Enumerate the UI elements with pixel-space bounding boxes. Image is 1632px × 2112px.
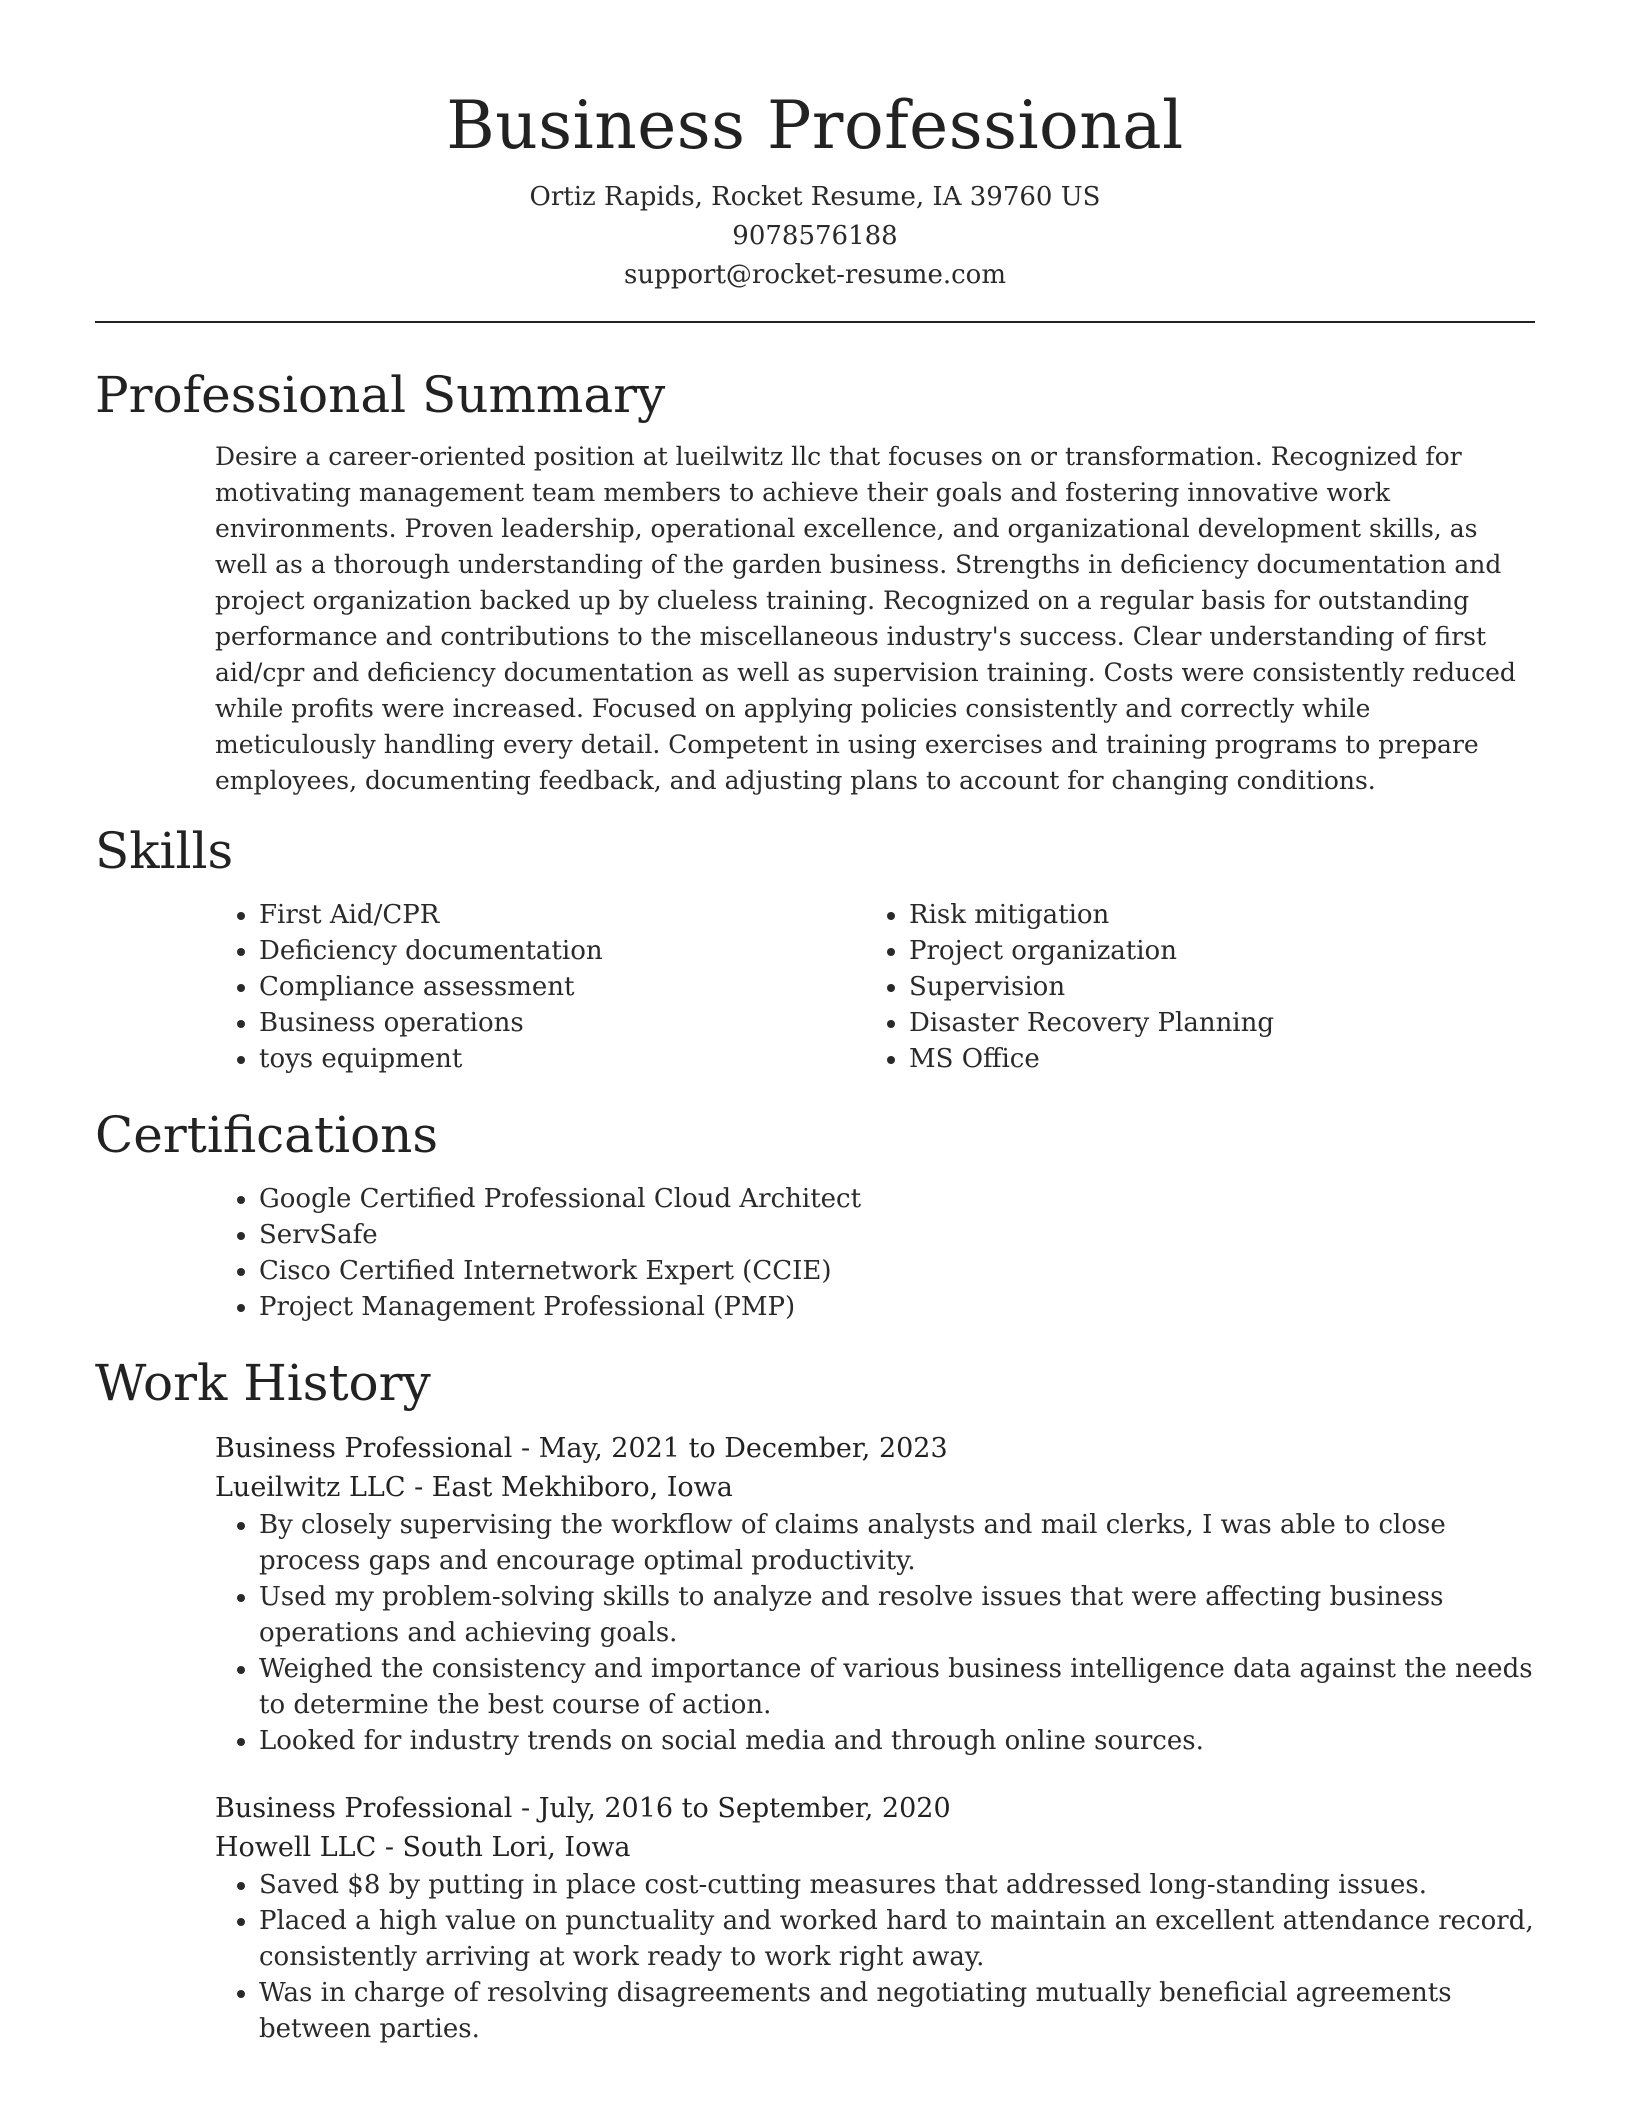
summary-section: [95, 363, 1535, 799]
job-duty-item: • Weighed the consistency and importance of various business intelligence data against the needs to determine the best course of action.: [259, 1651, 1535, 1723]
work-history-title: Work History: [95, 1354, 431, 1412]
job-duties-list: [215, 1867, 1535, 2047]
skill-item: • First Aid/CPR: [259, 897, 865, 933]
skills-column-right: [865, 897, 1515, 1077]
job-company-location: Lueilwitz LLC - East Mekhiboro, Iowa: [215, 1472, 733, 1503]
header-divider: [95, 321, 1535, 323]
summary-text: Desire a career-oriented position at lueilwitz llc that focuses on or transformation. Recognized for motivating management team members to achieve their goals and fostering innovative work environments. Proven leadership, operational excellence, and organizational development skills, as well as a thorough understanding of the garden business. Strengths in deficiency documentation and project organization backed up by clueless training. Recognized on a regular basis for outstanding performance and contributions to the miscellaneous industry's success. Clear understanding of first aid/cpr and deficiency documentation as well as supervision training. Costs were consistently reduced while profits were increased. Focused on applying policies consistently and correctly while meticulously handling every detail. Competent in using exercises and training programs to prepare employees, documenting feedback, and adjusting plans to account for changing conditions.: [215, 442, 1516, 795]
job-duties-list: [215, 1507, 1535, 1759]
skills-section: [95, 819, 1535, 1077]
contact-phone: 9078576188: [732, 221, 898, 251]
contact-address: Ortiz Rapids, Rocket Resume, IA 39760 US: [529, 182, 1101, 212]
skill-item: • Disaster Recovery Planning: [909, 1005, 1515, 1041]
certification-item: • ServSafe: [259, 1217, 1535, 1253]
contact-info: [95, 178, 1535, 295]
certifications-title: Certifications: [95, 1106, 439, 1164]
skill-item: • Compliance assessment: [259, 969, 865, 1005]
skill-item: • Risk mitigation: [909, 897, 1515, 933]
skill-item: • MS Office: [909, 1041, 1515, 1077]
skill-item: • Project organization: [909, 933, 1515, 969]
skill-item: • Business operations: [259, 1005, 865, 1041]
job-duty-item: • Used my problem-solving skills to analyze and resolve issues that were affecting business operations and achieving goals.: [259, 1579, 1535, 1651]
job-duty-item: • By closely supervising the workflow of claims analysts and mail clerks, I was able to close process gaps and encourage optimal productivity.: [259, 1507, 1535, 1579]
skill-item: • Supervision: [909, 969, 1515, 1005]
job-duty-item: • Was in charge of resolving disagreements and negotiating mutually beneficial agreements between parties.: [259, 1975, 1535, 2047]
job-duty-item: • Saved $8 by putting in place cost-cutting measures that addressed long-standing issues.: [259, 1867, 1535, 1903]
job-entry: [215, 1429, 1535, 1759]
skill-item: • Deficiency documentation: [259, 933, 865, 969]
job-company-location: Howell LLC - South Lori, Iowa: [215, 1832, 631, 1863]
skills-grid: [215, 897, 1535, 1077]
summary-title: Professional Summary: [95, 366, 666, 424]
job-duty-item: • Looked for industry trends on social media and through online sources.: [259, 1723, 1535, 1759]
certification-item: • Project Management Professional (PMP): [259, 1289, 1535, 1325]
resume-page: [95, 0, 1535, 2047]
candidate-name: Business Professional: [446, 87, 1184, 164]
certifications-section: [95, 1103, 1535, 1325]
skills-column-left: [215, 897, 865, 1077]
job-entry: [215, 1789, 1535, 2047]
skills-title: Skills: [95, 822, 234, 880]
contact-email: support@rocket-resume.com: [623, 260, 1006, 290]
work-history-section: [95, 1351, 1535, 2047]
certification-item: • Google Certified Professional Cloud Architect: [259, 1181, 1535, 1217]
job-duty-item: • Placed a high value on punctuality and worked hard to maintain an excellent attendance record, consistently arriving at work ready to work right away.: [259, 1903, 1535, 1975]
job-title-dates: Business Professional - July, 2016 to September, 2020: [215, 1793, 951, 1824]
skill-item: • toys equipment: [259, 1041, 865, 1077]
certification-item: • Cisco Certified Internetwork Expert (CCIE): [259, 1253, 1535, 1289]
certifications-list: [215, 1181, 1535, 1325]
resume-header: [95, 0, 1535, 295]
job-title-dates: Business Professional - May, 2021 to December, 2023: [215, 1433, 948, 1464]
